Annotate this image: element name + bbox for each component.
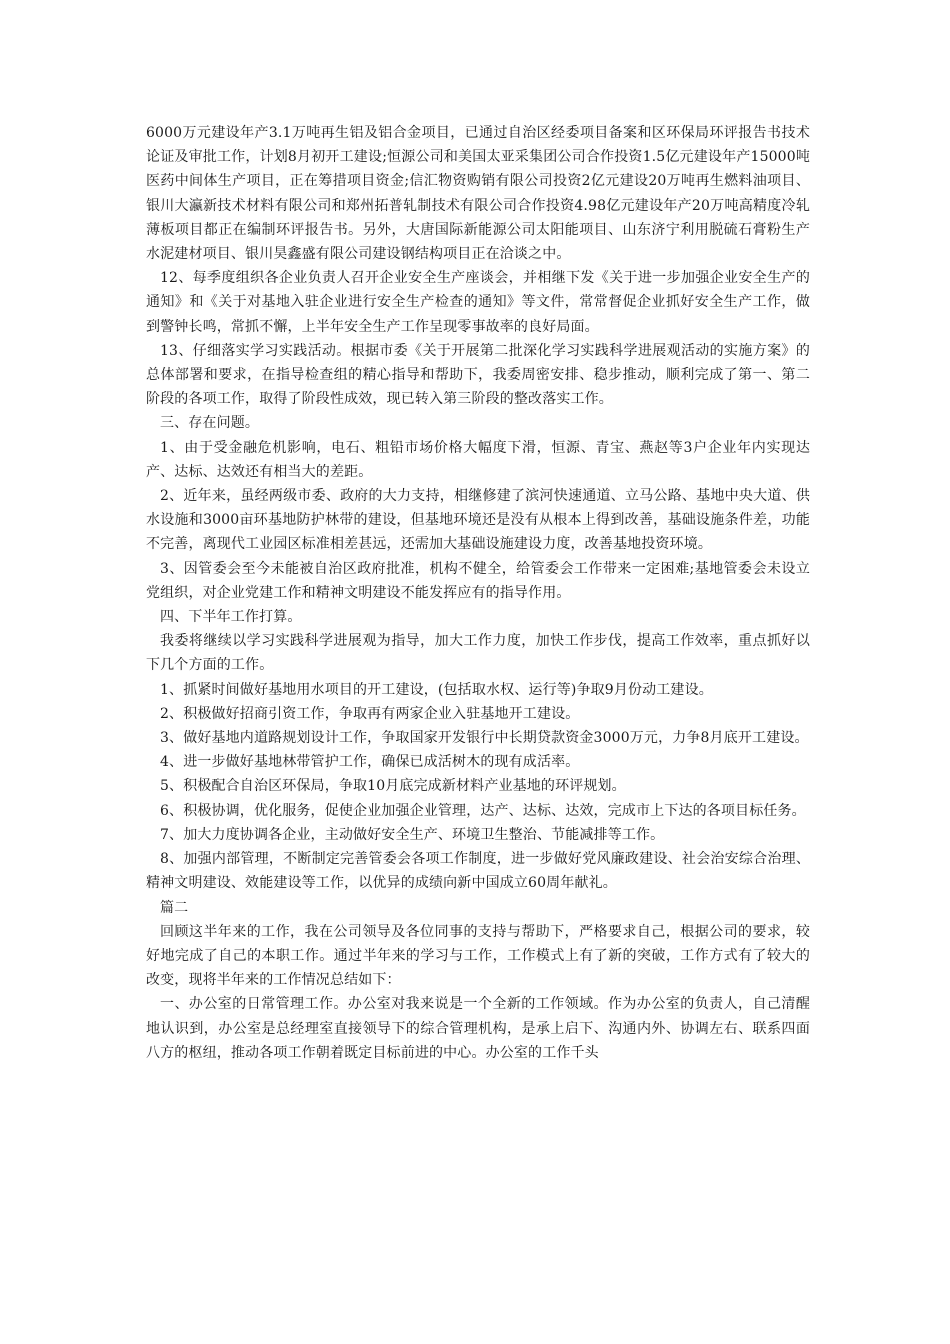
paragraph-office-management: 一、办公室的日常管理工作。办公室对我来说是一个全新的工作领域。作为办公室的负责人，自己清醒地认识到，办公室是总经理室直接领导下的综合管理机构，是承上启下、沟通内外、协调左右、联系四面八方的枢纽，推动各项工作朝着既定目标前进的中心。办公室的工作千头 [146, 996, 810, 1061]
paragraph-review-intro: 回顾这半年来的工作，我在公司领导及各位同事的支持与帮助下，严格要求自己，根据公司的要求，较好地完成了自己的本职工作。通过半年来的学习与工作，工作模式上有了新的突破，工作方式有了较大的改变，现将半年来的工作情况总结如下： [146, 923, 810, 989]
document-body [146, 121, 810, 1065]
paragraph-continuation: 6000万元建设年产3.1万吨再生铝及铝合金项目，已通过自治区经委项目备案和区环保局环评报告书技术论证及审批工作，计划8月初开工建设;恒源公司和美国太亚采集团公司合作投资1.5亿元建设年产15000吨医药中间体生产项目，正在筹措项目资金;信汇物资购销有限公司投资2亿元建设20万吨再生燃料油项目、银川大瀛新技术材料有限公司和郑州拓普轧制技术有限公司合作投资4.98亿元建设年产20万吨高精度冷轧薄板项目都正在编制环评报告书。另外，大唐国际新能源公司太阳能项目、山东济宁利用脱硫石膏粉生产水泥建材项目、银川昊鑫盛有限公司建设钢结构项目正在洽谈之中。 [146, 125, 810, 263]
paragraph-plan-7: 7、加大力度协调各企业，主动做好安全生产、环境卫生整治、节能减排等工作。 [160, 826, 665, 843]
paragraph-plan-2: 2、积极做好招商引资工作，争取再有两家企业入驻基地开工建设。 [160, 705, 580, 722]
paragraph-plan-8: 8、加强内部管理，不断制定完善管委会各项工作制度，进一步做好党风廉政建设、社会治安综合治理、精神文明建设、效能建设等工作，以优异的成绩向新中国成立60周年献礼。 [146, 851, 810, 892]
section-heading-part-two: 篇二 [160, 899, 189, 916]
section-heading-problems: 三、存在问题。 [160, 415, 260, 432]
section-heading-plans: 四、下半年工作打算。 [160, 609, 302, 626]
paragraph-plan-4: 4、进一步做好基地林带管护工作，确保已成活树木的现有成活率。 [160, 754, 580, 771]
paragraph-problem-2: 2、近年来，虽经两级市委、政府的大力支持，相继修建了滨河快速通道、立马公路、基地中央大道、供水设施和3000亩环基地防护林带的建设，但基地环境还是没有从根本上得到改善，基础设施条件差，功能不完善，离现代工业园区标准相差甚远，还需加大基础设施建设力度，改善基地投资环境。 [146, 488, 810, 553]
paragraph-item-13: 13、仔细落实学习实践活动。根据市委《关于开展第二批深化学习实践科学进展观活动的实施方案》的总体部署和要求，在指导检查组的精心指导和帮助下，我委周密安排、稳步推动，顺利完成了第一、第二阶段的各项工作，取得了阶段性成效，现已转入第三阶段的整改落实工作。 [146, 342, 810, 408]
paragraph-plan-6: 6、积极协调，优化服务，促使企业加强企业管理，达产、达标、达效，完成市上下达的各项目标任务。 [160, 802, 806, 819]
paragraph-plan-1: 1、抓紧时间做好基地用水项目的开工建设，(包括取水权、运行等)争取9月份动工建设。 [160, 681, 713, 698]
paragraph-problem-1: 1、由于受金融危机影响，电石、粗铅市场价格大幅度下滑，恒源、青宝、燕赵等3户企业年内实现达产、达标、达效还有相当大的差距。 [146, 439, 810, 480]
paragraph-plans-intro: 我委将继续以学习实践科学进展观为指导，加大工作力度，加快工作步伐，提高工作效率，重点抓好以下几个方面的工作。 [146, 633, 810, 674]
paragraph-item-12: 12、每季度组织各企业负责人召开企业安全生产座谈会，并相继下发《关于进一步加强企业安全生产的通知》和《关于对基地入驻企业进行安全生产检查的通知》等文件，常常督促企业抓好安全生产工作，做到警钟长鸣，常抓不懈，上半年安全生产工作呈现零事故率的良好局面。 [146, 270, 810, 335]
paragraph-problem-3: 3、因管委会至今未能被自治区政府批准，机构不健全，给管委会工作带来一定困难;基地管委会未设立党组织，对企业党建工作和精神文明建设不能发挥应有的指导作用。 [146, 560, 810, 601]
paragraph-plan-3: 3、做好基地内道路规划设计工作，争取国家开发银行中长期贷款资金3000万元，力争8月底开工建设。 [160, 730, 809, 747]
paragraph-plan-5: 5、积极配合自治区环保局，争取10月底完成新材料产业基地的环评规划。 [160, 778, 626, 795]
